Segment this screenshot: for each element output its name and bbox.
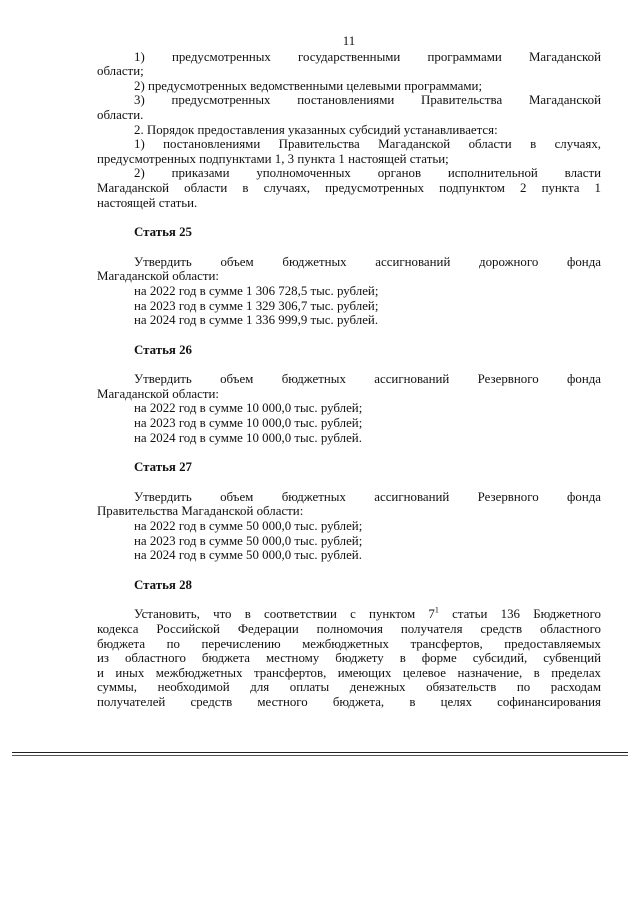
- article-27-heading: Статья 27: [134, 460, 192, 475]
- paragraph: Утвердить объем бюджетных ассигнований дорожного фонда: [134, 254, 601, 269]
- list-item: на 2022 год в сумме 50 000,0 тыс. рублей;: [134, 519, 363, 534]
- page-bottom-rule-secondary: [12, 755, 628, 756]
- list-item: на 2022 год в сумме 1 306 728,5 тыс. рублей;: [134, 283, 379, 298]
- superscript: 1: [434, 606, 439, 616]
- list-item: настоящей статьи.: [97, 195, 198, 210]
- list-item: на 2023 год в сумме 50 000,0 тыс. рублей;: [134, 533, 363, 548]
- text-segment: статьи 136 Бюджетного: [438, 607, 601, 622]
- paragraph-line: кодекса Российской Федерации полномочия получателя средств областного: [97, 622, 601, 636]
- paragraph-line: суммы, необходимой для оплаты денежных обязательств по расходам: [97, 680, 601, 695]
- paragraph: Магаданской области:: [97, 386, 219, 401]
- document-page: [97, 34, 601, 710]
- list-item: на 2024 год в сумме 1 336 999,9 тыс. рублей.: [134, 313, 379, 328]
- paragraph-line: [97, 607, 601, 622]
- paragraph-line: бюджета по перечислению межбюджетных трансфертов, предоставляемых: [97, 636, 601, 651]
- list-item: 3) предусмотренных постановлениями Правительства Магаданской: [134, 93, 601, 108]
- text-segment: Установить, что в соответствии с пунктом 7: [134, 607, 435, 622]
- list-item: на 2023 год в сумме 10 000,0 тыс. рублей;: [134, 416, 363, 431]
- paragraph: 2. Порядок предоставления указанных субсидий устанавливается:: [134, 122, 498, 137]
- list-item: области.: [97, 107, 144, 122]
- list-item: 2) предусмотренных ведомственными целевыми программами;: [134, 78, 483, 93]
- paragraph: Правительства Магаданской области:: [97, 504, 304, 519]
- article-28-heading: Статья 28: [134, 577, 192, 592]
- paragraph-line: из областного бюджета местному бюджету в форме субсидий, субвенций: [97, 651, 601, 666]
- list-item: на 2022 год в сумме 10 000,0 тыс. рублей;: [134, 401, 363, 416]
- list-item: предусмотренных подпунктами 1, 3 пункта 1 настоящей статьи;: [97, 151, 449, 166]
- page-bottom-rule: [12, 752, 628, 753]
- list-item: на 2023 год в сумме 1 329 306,7 тыс. рублей;: [134, 298, 379, 313]
- list-item: на 2024 год в сумме 10 000,0 тыс. рублей.: [134, 430, 362, 445]
- list-item: Магаданской области в случаях, предусмотренных подпунктом 2 пункта 1: [97, 180, 601, 195]
- list-item: 2) приказами уполномоченных органов исполнительной власти: [134, 166, 601, 181]
- list-item: 1) постановлениями Правительства Магаданской области в случаях,: [134, 137, 601, 152]
- paragraph-line: и иных межбюджетных трансфертов, имеющих целевое назначение, в пределах: [97, 665, 601, 680]
- list-item: области;: [97, 64, 144, 79]
- article-26-heading: Статья 26: [134, 342, 192, 357]
- paragraph: Магаданской области:: [97, 269, 219, 284]
- list-item: 1) предусмотренных государственными программами Магаданской: [134, 49, 601, 64]
- article-25-heading: Статья 25: [134, 225, 192, 240]
- paragraph-line: получателей средств местного бюджета, в целях софинансирования: [97, 694, 601, 709]
- page-number: 11: [342, 34, 356, 48]
- list-item: на 2024 год в сумме 50 000,0 тыс. рублей.: [134, 548, 362, 563]
- paragraph: Утвердить объем бюджетных ассигнований Резервного фонда: [134, 372, 601, 387]
- paragraph: Утвердить объем бюджетных ассигнований Резервного фонда: [134, 489, 601, 504]
